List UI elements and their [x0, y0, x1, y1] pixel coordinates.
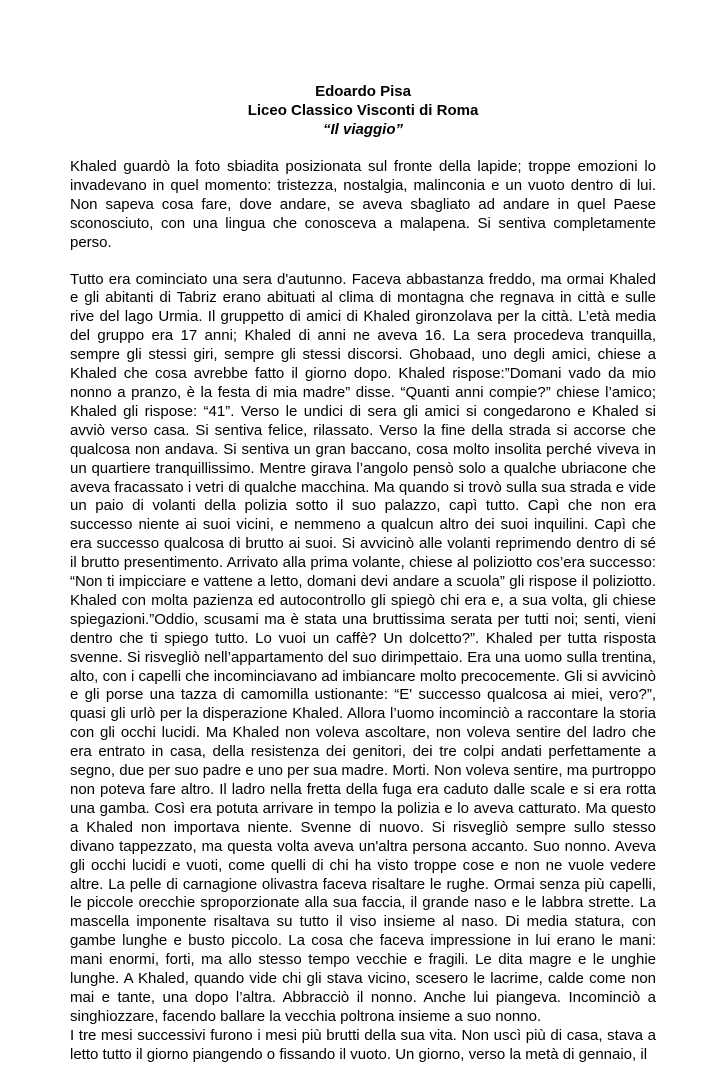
document-header — [70, 82, 656, 139]
paragraph-spacer — [70, 253, 656, 271]
paragraph-continuation: I tre mesi successivi furono i mesi più brutti della sua vita. Non uscì più di casa, stava a letto tutto il giorno piangendo o fissando il vuoto. Un giorno, verso la metà di gennaio, il — [70, 1026, 656, 1063]
paragraph-opening: Khaled guardò la foto sbiadita posizionata sul fronte della lapide; troppe emozioni lo invadevano in quel momento: tristezza, nostalgia, malinconia e un vuoto dentro di lui. Non sapeva cosa fare, dove andare, se aveva sbagliato ad andare in quel Paese sconosciuto, con una lingua che conosceva a malapena. Si sentiva completamente perso. — [70, 158, 656, 251]
document-page — [70, 82, 656, 1065]
story-title: “Il viaggio” — [322, 121, 403, 138]
author-name: Edoardo Pisa — [315, 83, 411, 100]
school-name: Liceo Classico Visconti di Roma — [247, 102, 479, 119]
paragraph-main: Tutto era cominciato una sera d'autunno. Faceva abbastanza freddo, ma ormai Khaled e gli abitanti di Tabriz erano abituati al clima di montagna che regnava in città e sulle rive del lago Urmia. Il gruppetto di amici di Khaled gironzolava per la città. L’età media del gruppo era 17 anni; Khaled di anni ne aveva 16. La sera procedeva tranquilla, sempre gli stessi giri, sempre gli stessi discorsi. Ghobaad, uno degli amici, chiese a Khaled che cosa avrebbe fatto il giorno dopo. Khaled rispose:”Domani vado da mio nonno a pranzo, è la festa di mia madre” disse. “Quanti anni compie?” chiese l’amico; Khaled gli rispose: “41”. Verso le undici di sera gli amici si congedarono e Khaled si avviò verso casa. Si sentiva felice, rilassato. Verso la fine della strada si accorse che qualcosa non andava. Si sentiva un gran baccano, cosa molto insolita perché viveva in un quartiere tranquillissimo. Mentre girava l’angolo pensò solo a qualche ubriacone che aveva fracassato i vetri di qualche macchina. Ma quando si trovò sulla sua strada e vide un paio di volanti della polizia sotto il suo palazzo, capì tutto. Capì che non era successo niente ai suoi vicini, e nemmeno a qualcun altro dei suoi inquilini. Capì che era successo qualcosa di brutto ai suoi. Si avvicinò alle volanti reprimendo dentro di sé il brutto presentimento. Arrivato alla prima volante, chiese al poliziotto cos’era successo: “Non ti impicciare e vattene a letto, domani devi andare a scuola” gli rispose il poliziotto. Khaled con molta pazienza ed autocontrollo gli spiegò chi era e, a sua volta, gli chiese spiegazioni.”Oddio, scusami ma è stata una bruttissima serata per tutti noi; senti, vieni dentro che ti spiego tutto. Lo vuoi un caffè? Un dolcetto?”. Khaled per tutta risposta svenne. Si risvegliò nell’appartamento del suo dirimpettaio. Era una uomo sulla trentina, alto, con i capelli che incominciavano ad imbiancare molto precocemente. Gli si avvicinò e gli porse una tazza di camomilla ustionante: “E' successo qualcosa ai miei, vero?”, quasi gli urlò per la disperazione Khaled. Allora l’uomo incominciò a raccontare la storia con gli occhi lucidi. Ma Khaled non voleva ascoltare, non voleva sentire del ladro che era entrato in casa, della resistenza dei genitori, dei tre colpi andati perfettamente a segno, due per suo padre e uno per sua madre. Morti. Non voleva sentire, ma purtroppo non poteva fare altro. Il ladro nella fretta della fuga era caduto dalle scale e si era rotta una gamba. Così era potuta arrivare in tempo la polizia e lo aveva catturato. Ma questo a Khaled non importava niente. Svenne di nuovo. Si risvegliò sempre sullo stesso divano tappezzato, ma questa volta aveva un'altra persona accanto. Suo nonno. Aveva gli occhi lucidi e vuoti, come quelli di chi ha visto troppe cose e non ne vuole vedere altre. La pelle di carnagione olivastra faceva risaltare le rughe. Ormai senza più capelli, le piccole orecchie sproporzionate alla sua faccia, il grande naso e le labbra strette. La mascella imponente risaltava su tutto il viso insieme al naso. Di media statura, con gambe lunghe e busto piccolo. La cosa che faceva impressione in lui erano le mani: mani enormi, forti, ma allo stesso tempo vecchie e fragili. Le dita magre e le unghie lunghe. A Khaled, quando vide chi gli stava vicino, scesero le lacrime, calde come non mai e tante, una dopo l’altra. Abbracciò il nonno. Anche lui piangeva. Incominciò a singhiozzare, facendo ballare la vecchia poltrona insieme a suo nonno. — [70, 270, 656, 1025]
